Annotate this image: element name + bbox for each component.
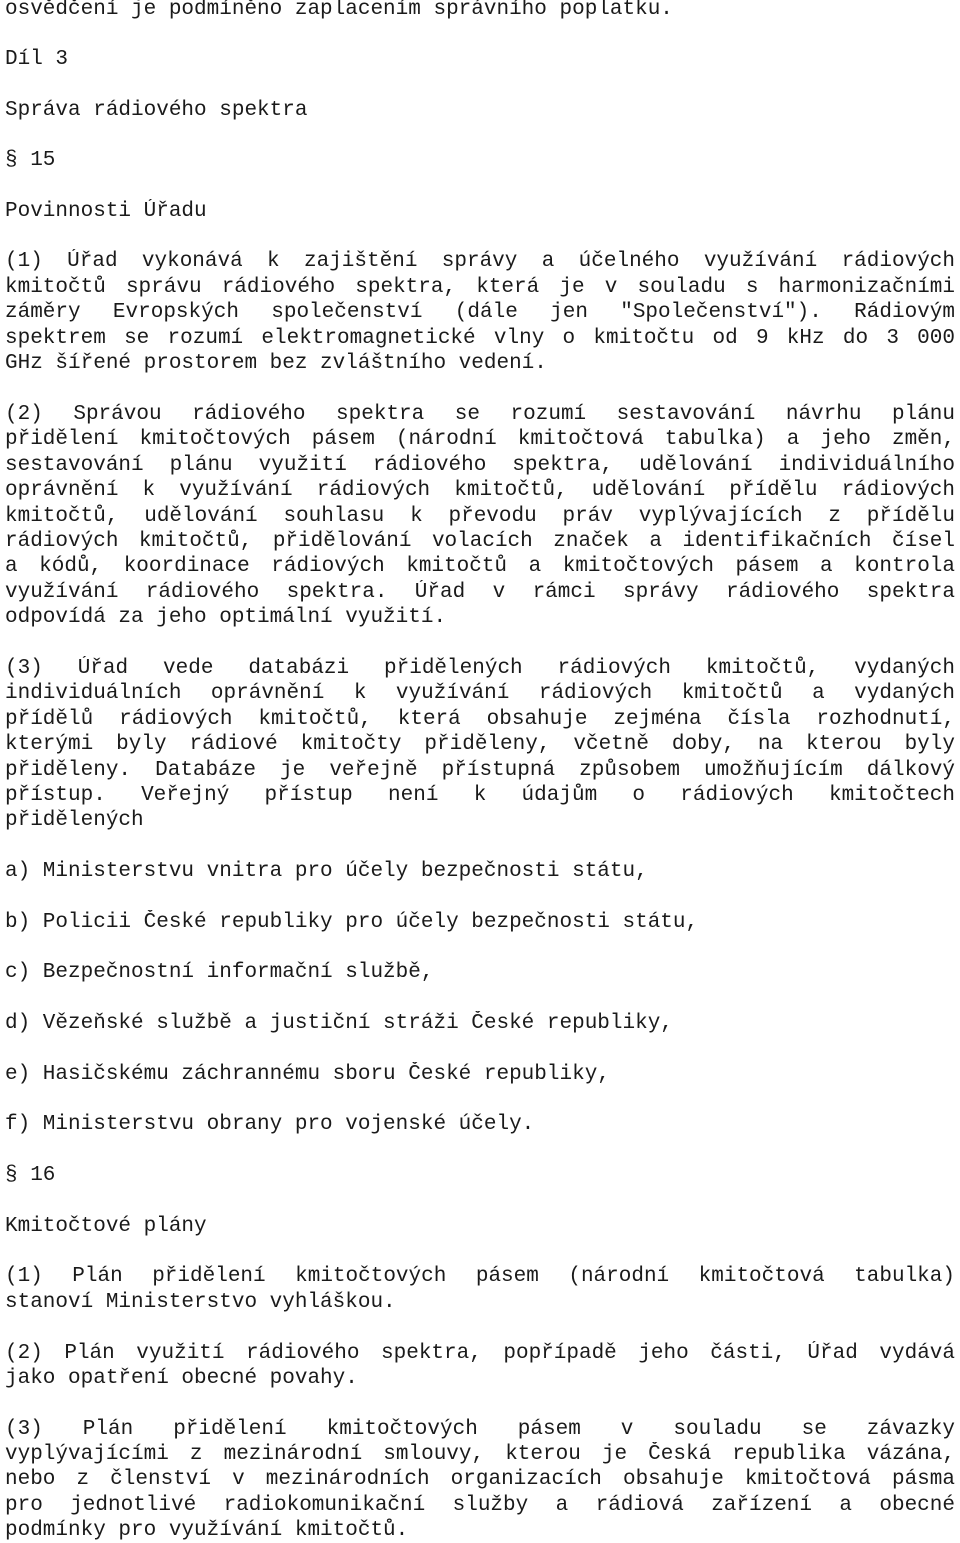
s15-p3-line: individuálních oprávnění k využívání rádiových kmitočtů a vydaných xyxy=(5,682,955,705)
list-item-b: b) Policii České republiky pro účely bezpečnosti státu, xyxy=(5,911,699,934)
s15-p3-line: přiděleny. Databáze je veřejně přístupná způsobem umožňujícím dálkový xyxy=(5,759,955,782)
s16-p3-line: nebo z členství v mezinárodních organizacích obsahuje kmitočtová pásma xyxy=(5,1468,955,1491)
s16-p3-line: podmínky pro využívání kmitočtů. xyxy=(5,1519,409,1542)
s15-p3-line: přístup. Veřejný přístup není k údajům o rádiových kmitočtech xyxy=(5,784,955,807)
s15-p3-line: přidělených xyxy=(5,809,144,832)
s15-p3-line: kterými byly rádiové kmitočty přiděleny, včetně doby, na kterou byly xyxy=(5,733,955,756)
s16-p2-line: (2) Plán využití rádiového spektra, popřípadě jeho části, Úřad vydává xyxy=(5,1342,955,1365)
s15-p2-line: oprávnění k využívání rádiových kmitočtů, udělování přídělu rádiových xyxy=(5,479,955,502)
s16-p3-line: (3) Plán přidělení kmitočtových pásem v souladu se závazky xyxy=(5,1418,955,1441)
s15-p3-line: přídělů rádiových kmitočtů, která obsahuje zejména čísla rozhodnutí, xyxy=(5,708,955,731)
section-15-title: Povinnosti Úřadu xyxy=(5,200,207,223)
s15-p2-line: (2) Správou rádiového spektra se rozumí sestavování návrhu plánu xyxy=(5,403,955,426)
list-item-c: c) Bezpečnostní informační službě, xyxy=(5,961,434,984)
s15-p2-line: využívání rádiového spektra. Úřad v rámci správy rádiového spektra xyxy=(5,581,955,604)
section-15-number: § 15 xyxy=(5,149,56,172)
s15-p1-line: (1) Úřad vykonává k zajištění správy a účelného využívání rádiových xyxy=(5,250,955,273)
s16-p3-line: vyplývajícími z mezinárodní smlouvy, kterou je Česká republika vázána, xyxy=(5,1443,955,1466)
s16-p1-line: stanoví Ministerstvo vyhláškou. xyxy=(5,1291,396,1314)
s16-p1-line: (1) Plán přidělení kmitočtových pásem (národní kmitočtová tabulka) xyxy=(5,1265,955,1288)
s15-p3-line: (3) Úřad vede databázi přidělených rádiových kmitočtů, vydaných xyxy=(5,657,955,680)
s16-p2-line: jako opatření obecné povahy. xyxy=(5,1367,358,1390)
s15-p1-line: kmitočtů správu rádiového spektra, která je v souladu s harmonizačními xyxy=(5,276,955,299)
list-item-e: e) Hasičskému záchrannému sboru České republiky, xyxy=(5,1063,610,1086)
section-16-title: Kmitočtové plány xyxy=(5,1215,207,1238)
s15-p2-line: odpovídá za jeho optimální využití. xyxy=(5,606,447,629)
part-title: Správa rádiového spektra xyxy=(5,99,308,122)
list-item-d: d) Vězeňské službě a justiční stráži České republiky, xyxy=(5,1012,673,1035)
s16-p3-line: pro jednotlivé radiokomunikační služby a rádiová zařízení a obecné xyxy=(5,1494,955,1517)
s15-p1-line: GHz šířené prostorem bez zvláštního vedení. xyxy=(5,352,547,375)
list-item-f: f) Ministerstvu obrany pro vojenské účely. xyxy=(5,1113,535,1136)
top-fragment: osvědčení je podmíněno zaplacením správního poplatku. xyxy=(5,0,673,21)
s15-p2-line: přidělení kmitočtových pásem (národní kmitočtová tabulka) a jeho změn, xyxy=(5,428,955,451)
s15-p1-line: záměry Evropských společenství (dále jen "Společenství"). Rádiovým xyxy=(5,301,955,324)
s15-p2-line: a kódů, koordinace rádiových kmitočtů a kmitočtových pásem a kontrola xyxy=(5,555,955,578)
part-number: Díl 3 xyxy=(5,48,69,71)
s15-p2-line: rádiových kmitočtů, přidělování volacích značek a identifikačních čísel xyxy=(5,530,955,553)
s15-p2-line: sestavování plánu využití rádiového spektra, udělování individuálního xyxy=(5,454,955,477)
s15-p2-line: kmitočtů, udělování souhlasu k převodu práv vyplývajících z přídělu xyxy=(5,505,955,528)
list-item-a: a) Ministerstvu vnitra pro účely bezpečnosti státu, xyxy=(5,860,648,883)
s15-p1-line: spektrem se rozumí elektromagnetické vlny o kmitočtu od 9 kHz do 3 000 xyxy=(5,327,955,350)
section-16-number: § 16 xyxy=(5,1164,56,1187)
